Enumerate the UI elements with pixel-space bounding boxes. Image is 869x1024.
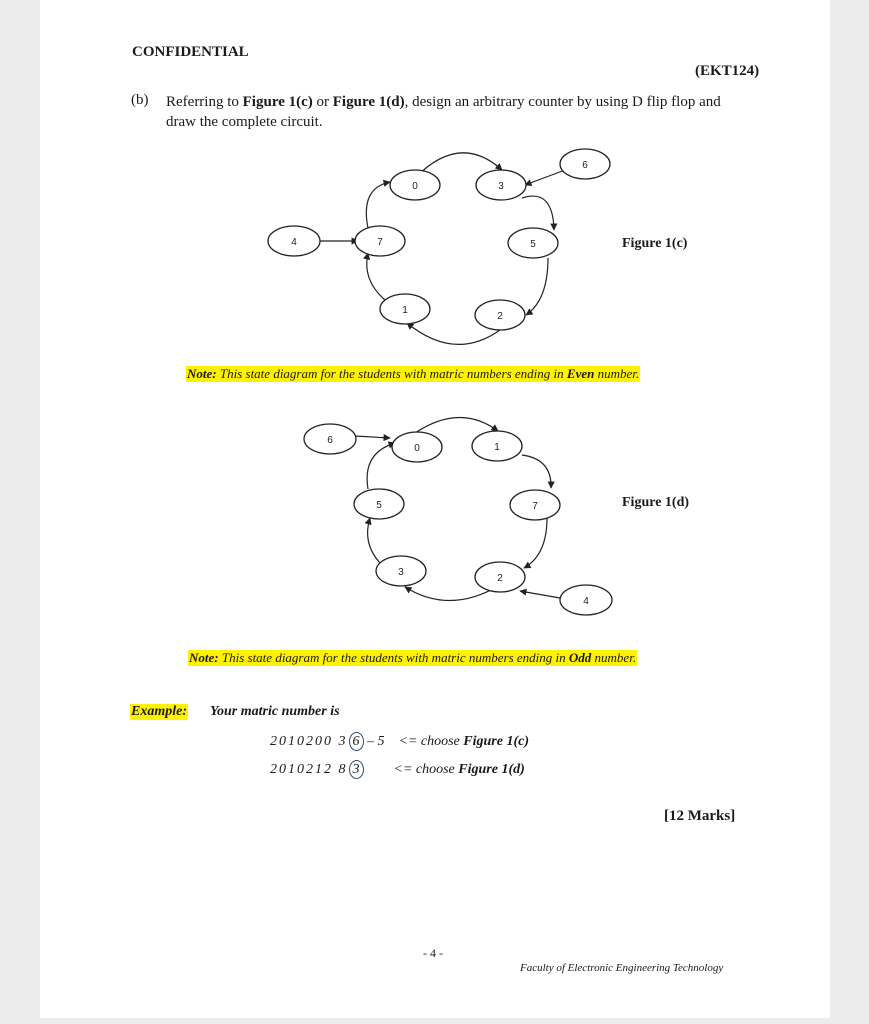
state-4: 4 <box>291 237 297 248</box>
state-0: 0 <box>412 181 418 192</box>
circled-digit: 6 <box>349 732 364 751</box>
state-5: 5 <box>530 239 536 250</box>
document-page <box>40 0 830 1018</box>
example-row-odd: 2010212 8 3 <= choose Figure 1(d) <box>270 762 525 777</box>
confidential-header: CONFIDENTIAL <box>132 44 249 60</box>
state-diagram-figure-1d <box>40 405 830 625</box>
course-code: (EKT124) <box>695 63 760 79</box>
state-3: 3 <box>398 567 404 578</box>
state-0: 0 <box>414 443 420 454</box>
state-6: 6 <box>327 435 333 446</box>
state-1: 1 <box>402 305 408 316</box>
state-1: 1 <box>494 442 500 453</box>
question-text: Referring to Figure 1(c) or Figure 1(d), design an arbitrary counter by using D flip flop and draw the complete circuit. <box>166 94 721 130</box>
footer: Faculty of Electronic Engineering Technology <box>520 962 724 974</box>
example-row-even: 2010200 3 6 – 5 <= choose Figure 1(c) <box>270 734 529 749</box>
note-even: Note: This state diagram for the students with matric numbers ending in Even number. <box>187 366 640 381</box>
state-diagram-figure-1c <box>40 140 830 365</box>
page-number: - 4 - <box>423 946 443 960</box>
state-7: 7 <box>377 237 383 248</box>
figure-1c-caption: Figure 1(c) <box>622 236 688 251</box>
marks: [12 Marks] <box>664 808 736 824</box>
state-5: 5 <box>376 500 382 511</box>
example-text: Your matric number is <box>210 704 340 719</box>
state-2: 2 <box>497 311 503 322</box>
state-4: 4 <box>583 596 589 607</box>
state-2: 2 <box>497 573 503 584</box>
figure-1d-caption: Figure 1(d) <box>622 495 690 510</box>
state-3: 3 <box>498 181 504 192</box>
question-label: (b) <box>131 92 149 108</box>
note-odd: Note: This state diagram for the students with matric numbers ending in Odd number. <box>189 650 637 665</box>
state-7: 7 <box>532 501 538 512</box>
example-label: Example: <box>131 704 187 719</box>
state-6: 6 <box>582 160 588 171</box>
circled-digit: 3 <box>349 760 364 779</box>
